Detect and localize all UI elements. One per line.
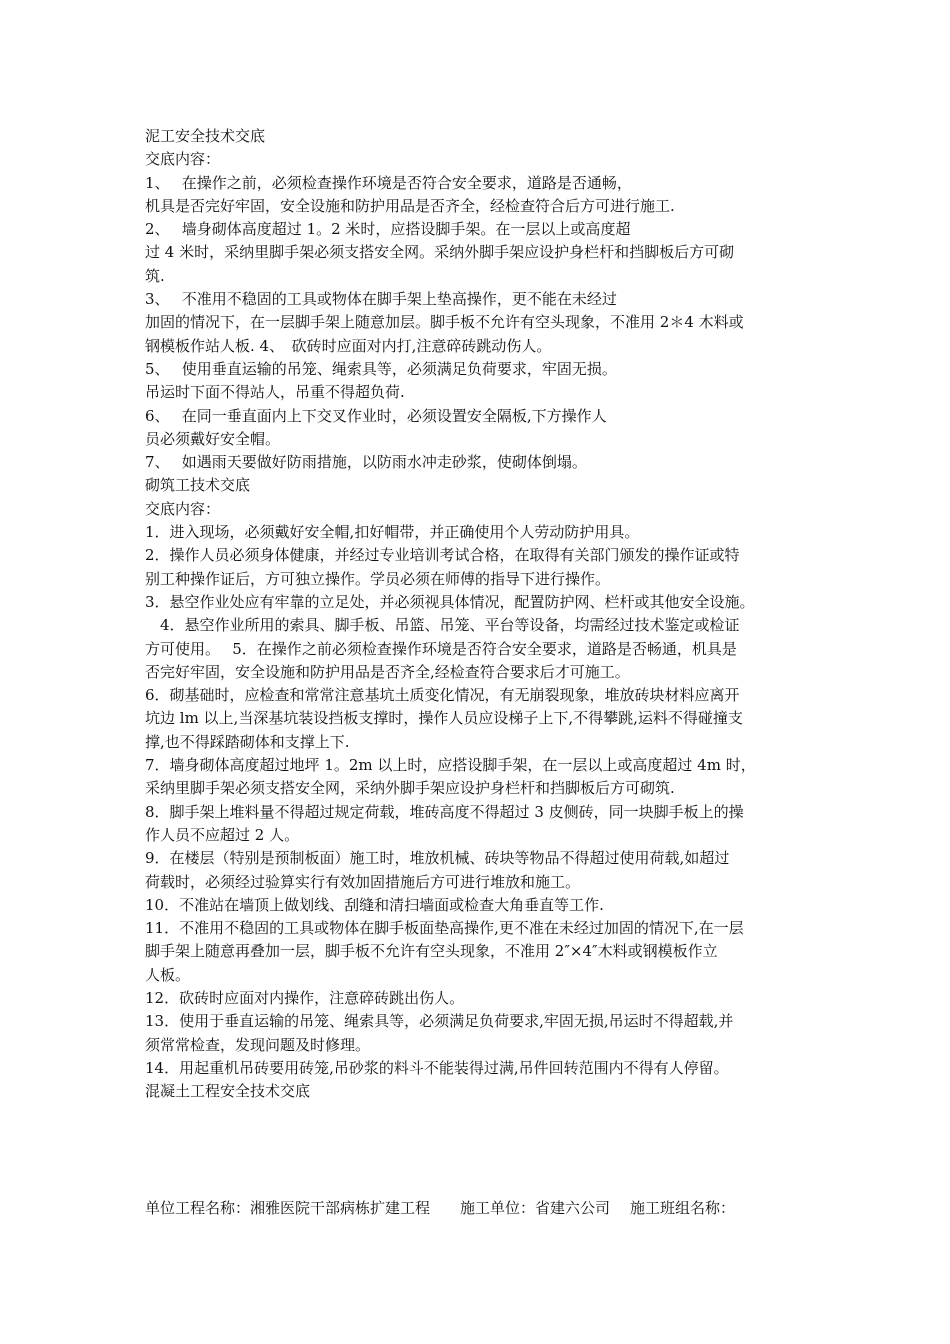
text-line: 加固的情况下，在一层脚手架上随意加层。脚手板不允许有空头现象，不准用 2＊4 木料或 (145, 313, 744, 332)
text-line: 别工种操作证后，方可独立操作。学员必须在师傅的指导下进行操作。 (145, 569, 611, 588)
text-line: 13．使用于垂直运输的吊笼、绳索具等，必须满足负荷要求,牢固无损,吊运时不得超载,并 (145, 1012, 734, 1031)
text-line: 3．悬空作业处应有牢靠的立足处，并必须视具体情况，配置防护网、栏杆或其他安全设施。 (145, 592, 755, 611)
text-line: 7．墙身砌体高度超过地坪 1。2m 以上时，应搭设脚手架，在一层以上或高度超过 4m 时， (145, 756, 756, 775)
team-name-label: 施工班组名称： (630, 1199, 736, 1217)
text-line: 须常常检查，发现问题及时修理。 (145, 1035, 371, 1054)
heading-concrete: 混凝土工程安全技术交底 (145, 1082, 311, 1101)
text-line: 采纳里脚手架必须支搭安全网，采纳外脚手架应设护身栏杆和挡脚板后方可砌筑. (145, 779, 675, 798)
text-line: 撑,也不得踩踏砌体和支撑上下. (145, 732, 350, 751)
document-body (145, 125, 815, 1103)
text-line: 筑. (145, 266, 165, 285)
text-line: 8．脚手架上堆料量不得超过规定荷载，堆砖高度不得超过 3 皮侧砖，同一块脚手板上的操 (145, 802, 744, 821)
text-line: 3、 不准用不稳固的工具或物体在脚手架上垫高操作，更不能在未经过 (145, 290, 617, 309)
text-line: 员必须戴好安全帽。 (145, 429, 281, 448)
text-line: 5、 使用垂直运输的吊笼、绳索具等，必须满足负荷要求，牢固无损。 (145, 359, 617, 378)
text-line: 坑边 lm 以上,当深基坑装设挡板支撑时，操作人员应设梯子上下,不得攀跳,运料不得碰撞支 (145, 709, 743, 728)
text-line: 交底内容： (145, 499, 221, 518)
text-line: 14．用起重机吊砖要用砖笼,吊砂浆的料斗不能装得过满,吊件回转范围内不得有人停留。 (145, 1058, 729, 1077)
contractor-name: 施工单位：省建六公司 (460, 1199, 611, 1217)
text-line: 荷载时，必须经过验算实行有效加固措施后方可进行堆放和施工。 (145, 872, 581, 891)
text-line: 7、 如遇雨天要做好防雨措施，以防雨水冲走砂浆，使砌体倒塌。 (145, 453, 587, 472)
text-line: 1、 在操作之前，必须检查操作环境是否符合安全要求，道路是否通畅， (145, 173, 632, 192)
text-line: 交底内容： (145, 150, 221, 169)
heading-mason-safety: 泥工安全技术交底 (145, 127, 266, 145)
text-line: 人板。 (145, 965, 191, 984)
text-line: 6、 在同一垂直面内上下交叉作业时，必须设置安全隔板,下方操作人 (145, 406, 607, 425)
text-line: 过 4 米时，采纳里脚手架必须支搭安全网。采纳外脚手架应设护身栏杆和挡脚板后方可砌 (145, 243, 735, 262)
project-info-footer (145, 1197, 735, 1220)
text-line: 10．不准站在墙顶上做划线、刮缝和清扫墙面或检查大角垂直等工作. (145, 895, 604, 914)
text-line: 4．悬空作业所用的索具、脚手板、吊篮、吊笼、平台等设备，均需经过技术鉴定或检证 (145, 616, 740, 635)
heading-bricklayer: 砌筑工技术交底 (145, 476, 251, 495)
text-line: 否完好牢固，安全设施和防护用品是否齐全,经检查符合要求后才可施工。 (145, 662, 630, 681)
text-line: 脚手架上随意再叠加一层，脚手板不允许有空头现象，不准用 2″×4″木料或钢模板作立 (145, 942, 718, 961)
text-line: 机具是否完好牢固，安全设施和防护用品是否齐全，经检查符合后方可进行施工. (145, 196, 675, 215)
text-line: 1．进入现场，必须戴好安全帽,扣好帽带，并正确使用个人劳动防护用具。 (145, 523, 640, 542)
text-line: 吊运时下面不得站人，吊重不得超负荷. (145, 383, 405, 402)
text-line: 2、 墙身砌体高度超过 1。2 米时，应搭设脚手架。在一层以上或高度超 (145, 220, 631, 239)
project-name: 单位工程名称：湘雅医院干部病栋扩建工程 (145, 1199, 431, 1217)
text-line: 12．砍砖时应面对内操作，注意碎砖跳出伤人。 (145, 988, 465, 1007)
text-line: 9．在楼层（特别是预制板面）施工时，堆放机械、砖块等物品不得超过使用荷载,如超过 (145, 849, 730, 868)
text-line: 6．砌基础时，应检查和常常注意基坑土质变化情况，有无崩裂现象，堆放砖块材料应离开 (145, 686, 740, 705)
text-line: 作人员不应超过 2 人。 (145, 825, 300, 844)
text-line: 钢模板作站人板. 4、 砍砖时应面对内打,注意碎砖跳动伤人。 (145, 336, 552, 355)
text-line: 11．不准用不稳固的工具或物体在脚手板面垫高操作,更不准在未经过加固的情况下,在一层 (145, 919, 744, 938)
text-line: 方可使用。 5．在操作之前必须检查操作环境是否符合安全要求，道路是否畅通，机具是 (145, 639, 737, 658)
text-line: 2．操作人员必须身体健康，并经过专业培训考试合格，在取得有关部门颁发的操作证或特 (145, 546, 740, 565)
